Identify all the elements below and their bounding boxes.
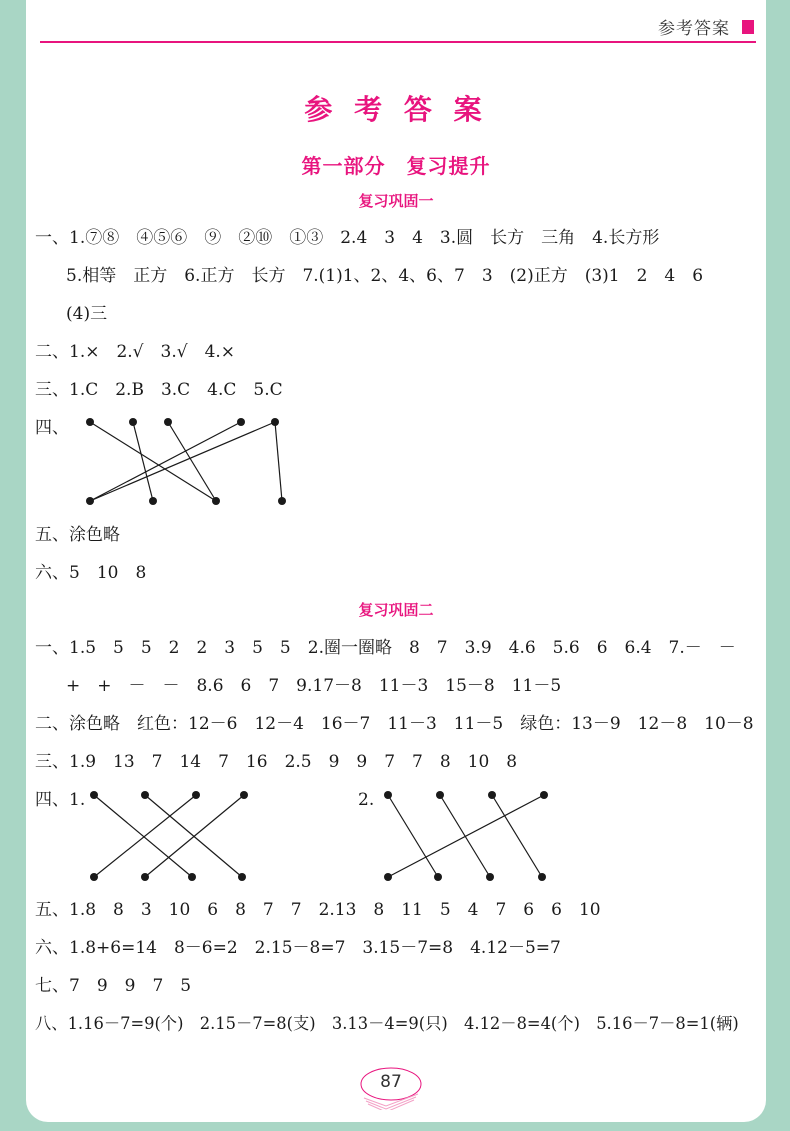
match-dot <box>90 873 98 881</box>
match-dot <box>141 791 149 799</box>
match-dot <box>488 791 496 799</box>
answer-line: (4)三 <box>66 304 108 324</box>
match-dot <box>86 497 94 505</box>
answer-page <box>26 0 766 1122</box>
answer-line: 五、1.8 8 3 10 6 8 7 7 2.13 8 11 5 4 7 6 6 10 <box>35 900 601 920</box>
page-number: 87 <box>380 1072 402 1092</box>
answer-line: 四、 <box>35 418 69 438</box>
match-dot <box>192 791 200 799</box>
match-dot <box>238 873 246 881</box>
answer-line: 五、涂色略 <box>35 525 120 545</box>
answer-line: 四、1. <box>35 790 86 810</box>
answer-line: 七、7 9 9 7 5 <box>35 976 192 996</box>
match-dot <box>129 418 137 426</box>
match-dot <box>237 418 245 426</box>
answer-line: 六、1.8+6=14 8－6=2 2.15－8=7 3.15－7=8 4.12－5=7 <box>35 938 561 958</box>
answer-line: + + － － 8.6 6 7 9.17－8 11－3 15－8 11－5 <box>66 676 562 696</box>
part-title: 第一部分 复习提升 <box>301 154 491 178</box>
match-dot <box>90 791 98 799</box>
match-dot <box>434 873 442 881</box>
answer-line: 一、1.⑦⑧ ④⑤⑥ ⑨ ②⑩ ①③ 2.4 3 4 3.圆 长方 三角 4.长方形 <box>35 228 660 248</box>
match-dot <box>384 873 392 881</box>
answer-line: 2. <box>358 790 375 810</box>
header-divider <box>40 41 756 43</box>
answer-line: 一、1.5 5 5 2 2 3 5 5 2.圈一圈略 8 7 3.9 4.6 5.6 6 6.4 7.－ － <box>35 638 736 658</box>
header-label: 参考答案 <box>658 19 730 39</box>
match-dot <box>271 418 279 426</box>
match-dot <box>486 873 494 881</box>
match-dot <box>141 873 149 881</box>
section2-title: 复习巩固二 <box>358 601 434 619</box>
page-number-badge <box>356 1062 426 1110</box>
match-dot <box>86 418 94 426</box>
answer-line: 二、1.× 2.√ 3.√ 4.× <box>35 342 236 362</box>
answer-line: 八、1.16－7=9(个) 2.15－7=8(支) 3.13－4=9(只) 4.12－8=4(个) 5.16－7－8=1(辆) <box>35 1014 739 1033</box>
match-dot <box>540 791 548 799</box>
header-marker <box>742 20 754 34</box>
answer-line: 六、5 10 8 <box>35 563 147 583</box>
answer-line: 三、1.9 13 7 14 7 16 2.5 9 9 7 7 8 10 8 <box>35 752 518 772</box>
match-dot <box>384 791 392 799</box>
match-dot <box>149 497 157 505</box>
match-dot <box>436 791 444 799</box>
page-title: 参 考 答 案 <box>304 93 488 126</box>
answer-line: 5.相等 正方 6.正方 长方 7.(1)1、2、4、6、7 3 (2)正方 (3)1 2 4 6 <box>66 266 704 286</box>
section1-title: 复习巩固一 <box>358 192 434 210</box>
match-dot <box>164 418 172 426</box>
answer-line: 二、涂色略 红色：12－6 12－4 16－7 11－3 11－5 绿色：13－9 12－8 10－8 <box>35 714 754 734</box>
match-dot <box>188 873 196 881</box>
match-dot <box>538 873 546 881</box>
match-dot <box>240 791 248 799</box>
match-dot <box>212 497 220 505</box>
answer-line: 三、1.C 2.B 3.C 4.C 5.C <box>35 380 283 400</box>
match-dot <box>278 497 286 505</box>
